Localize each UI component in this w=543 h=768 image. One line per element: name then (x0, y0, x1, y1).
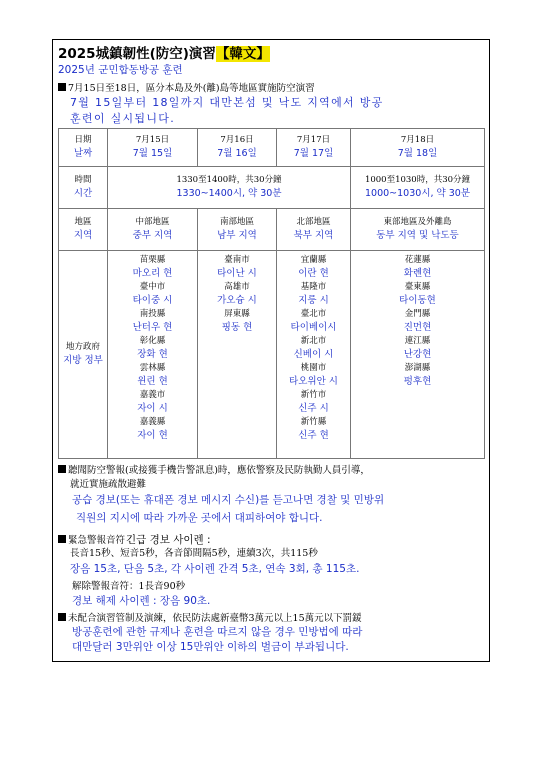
government-name-ko: 신베이 시 (293, 349, 334, 360)
date-label-cell: 日期 날짜 (59, 129, 108, 167)
government-name-zh: 臺南市 (224, 255, 250, 265)
government-name-zh: 彰化縣 (139, 336, 166, 346)
government-name-zh: 金門縣 (404, 309, 431, 319)
evacuation-zh-line2: 就近實施疏散避難 (70, 479, 147, 490)
evacuation-zh-line1: 聽聞防空警報(或接獲手機告警訊息)時，應依警察及民防執勤人員引導， (58, 462, 370, 476)
government-name-ko: 타이중 시 (132, 295, 173, 306)
title-korean: 2025년 군민합동방공 훈련 (58, 64, 183, 76)
region-cell: 北部地區 북부 지역 (277, 209, 351, 251)
government-name-zh: 嘉義縣 (139, 417, 166, 427)
bullet-square-icon (58, 535, 66, 543)
intro-ko-line2: 훈련이 실시됩니다. (70, 112, 176, 125)
region-cell: 東部地區及外離島 동부 지역 및 낙도등 (351, 209, 485, 251)
government-label-cell: 地方政府 지방 정부 (59, 251, 108, 459)
government-name-ko: 타이난 시 (217, 268, 257, 279)
bullet-square-icon (58, 83, 66, 91)
government-name-ko: 지룽 시 (298, 295, 329, 306)
date-cell: 7月18日 7월 18일 (351, 129, 485, 167)
government-name-zh: 澎湖縣 (404, 363, 431, 373)
government-name-ko: 화롄현 (403, 268, 432, 279)
government-name-ko: 타이베이시 (290, 322, 337, 333)
intro-zh: 7月15日至18日，區分本島及外(離)島等地區實施防空演習 (58, 80, 315, 94)
region-cell: 南部地區 남부 지역 (198, 209, 277, 251)
region-row (59, 209, 485, 251)
government-name-ko: 타오위안 시 (289, 376, 338, 387)
time-outlying-cell: 1000至1030時，共30分鐘 1000~1030시, 약 30분 (351, 167, 485, 209)
government-name-ko: 윈린 현 (137, 376, 168, 387)
time-row (59, 167, 485, 209)
government-name-zh: 臺中市 (139, 282, 166, 292)
government-name-zh: 連江縣 (404, 336, 431, 346)
northern-government-list (277, 251, 351, 459)
all-clear-zh: 解除警報音符：1長音90秒 (72, 581, 186, 592)
government-name-zh: 新北市 (300, 336, 327, 346)
date-cell: 7月16日 7월 16일 (198, 129, 277, 167)
document-title: 2025城鎮韌性(防空)演習【韓文】 (58, 46, 270, 62)
government-name-zh: 嘉義市 (139, 390, 166, 400)
government-name-zh: 基隆市 (300, 282, 327, 292)
penalty-zh: 未配合演習管制及演練，依民防法處新臺幣3萬元以上15萬元以下罰鍰 (58, 610, 362, 624)
government-name-zh: 臺北市 (300, 309, 327, 319)
bullet-square-icon (58, 613, 66, 621)
government-name-zh: 花蓮縣 (404, 255, 431, 265)
government-name-ko: 자이 시 (137, 403, 168, 414)
government-name-ko: 자이 현 (137, 430, 168, 441)
drill-schedule-table (58, 128, 485, 459)
government-name-ko: 가오슝 시 (217, 295, 257, 306)
penalty-ko-line2: 대만달러 3만위안 이상 15만위안 이하의 벌금이 부과됩니다. (72, 641, 349, 653)
siren-ko-detail: 장음 15초, 단음 5초, 각 사이렌 간격 5초, 연속 3회, 총 115초. (70, 563, 360, 575)
government-name-ko: 진먼현 (403, 322, 432, 333)
government-name-ko: 이란 현 (298, 268, 329, 279)
government-name-zh: 桃園市 (300, 363, 327, 373)
government-name-ko: 마오리 현 (132, 268, 173, 279)
time-main-cell: 1330至1400時，共30分鐘 1330~1400시, 약 30분 (108, 167, 351, 209)
government-name-ko: 핑동 현 (221, 322, 253, 333)
government-name-ko: 펑후현 (403, 376, 432, 387)
date-row (59, 129, 485, 167)
central-government-list (108, 251, 198, 459)
government-name-ko: 난강현 (403, 349, 432, 360)
eastern-government-list (351, 251, 485, 459)
siren-zh-detail: 長音15秒、短音5秒，各音節間隔5秒，連續3次，共115秒 (70, 548, 318, 559)
region-cell: 中部地區 중부 지역 (108, 209, 198, 251)
government-name-ko: 장화 현 (137, 349, 168, 360)
government-name-zh: 南投縣 (139, 309, 166, 319)
government-name-zh: 宜蘭縣 (300, 255, 327, 265)
penalty-ko-line1: 방공훈련에 관한 규제나 훈련을 따르지 않을 경우 민방법에 따라 (72, 626, 363, 638)
government-name-ko: 신주 시 (298, 403, 329, 414)
government-name-zh: 苗栗縣 (139, 255, 166, 265)
date-cell: 7月15日 7월 15일 (108, 129, 198, 167)
intro-ko-line1: 7월 15일부터 18일까지 대만본섬 및 낙도 지역에서 방공 (70, 96, 384, 109)
language-tag: 【韓文】 (215, 46, 270, 62)
government-name-zh: 高雄市 (224, 282, 250, 292)
government-name-ko: 타이동현 (399, 295, 436, 306)
time-label-cell: 時間 시간 (59, 167, 108, 209)
government-row (59, 251, 485, 459)
government-name-zh: 新竹縣 (300, 417, 327, 427)
evacuation-ko-line2: 직원의 지시에 따라 가까운 곳에서 대피하여야 합니다. (76, 512, 323, 524)
government-name-zh: 屏東縣 (224, 309, 250, 319)
government-name-zh: 雲林縣 (139, 363, 166, 373)
evacuation-ko-line1: 공습 경보(또는 휴대폰 경보 메시지 수신)를 듣고나면 경찰 및 민방위 (72, 494, 385, 506)
region-label-cell: 地區 지역 (59, 209, 108, 251)
government-name-zh: 新竹市 (300, 390, 327, 400)
date-cell: 7月17日 7월 17일 (277, 129, 351, 167)
bullet-square-icon (58, 465, 66, 473)
government-name-ko: 난터우 현 (132, 322, 173, 333)
siren-heading: 緊急警報音符긴급 경보 사이렌 : (58, 528, 211, 547)
southern-government-list (198, 251, 277, 459)
government-name-zh: 臺東縣 (404, 282, 431, 292)
all-clear-ko: 경보 해제 사이렌 : 장음 90초. (72, 595, 211, 607)
government-name-ko: 신주 현 (298, 430, 329, 441)
